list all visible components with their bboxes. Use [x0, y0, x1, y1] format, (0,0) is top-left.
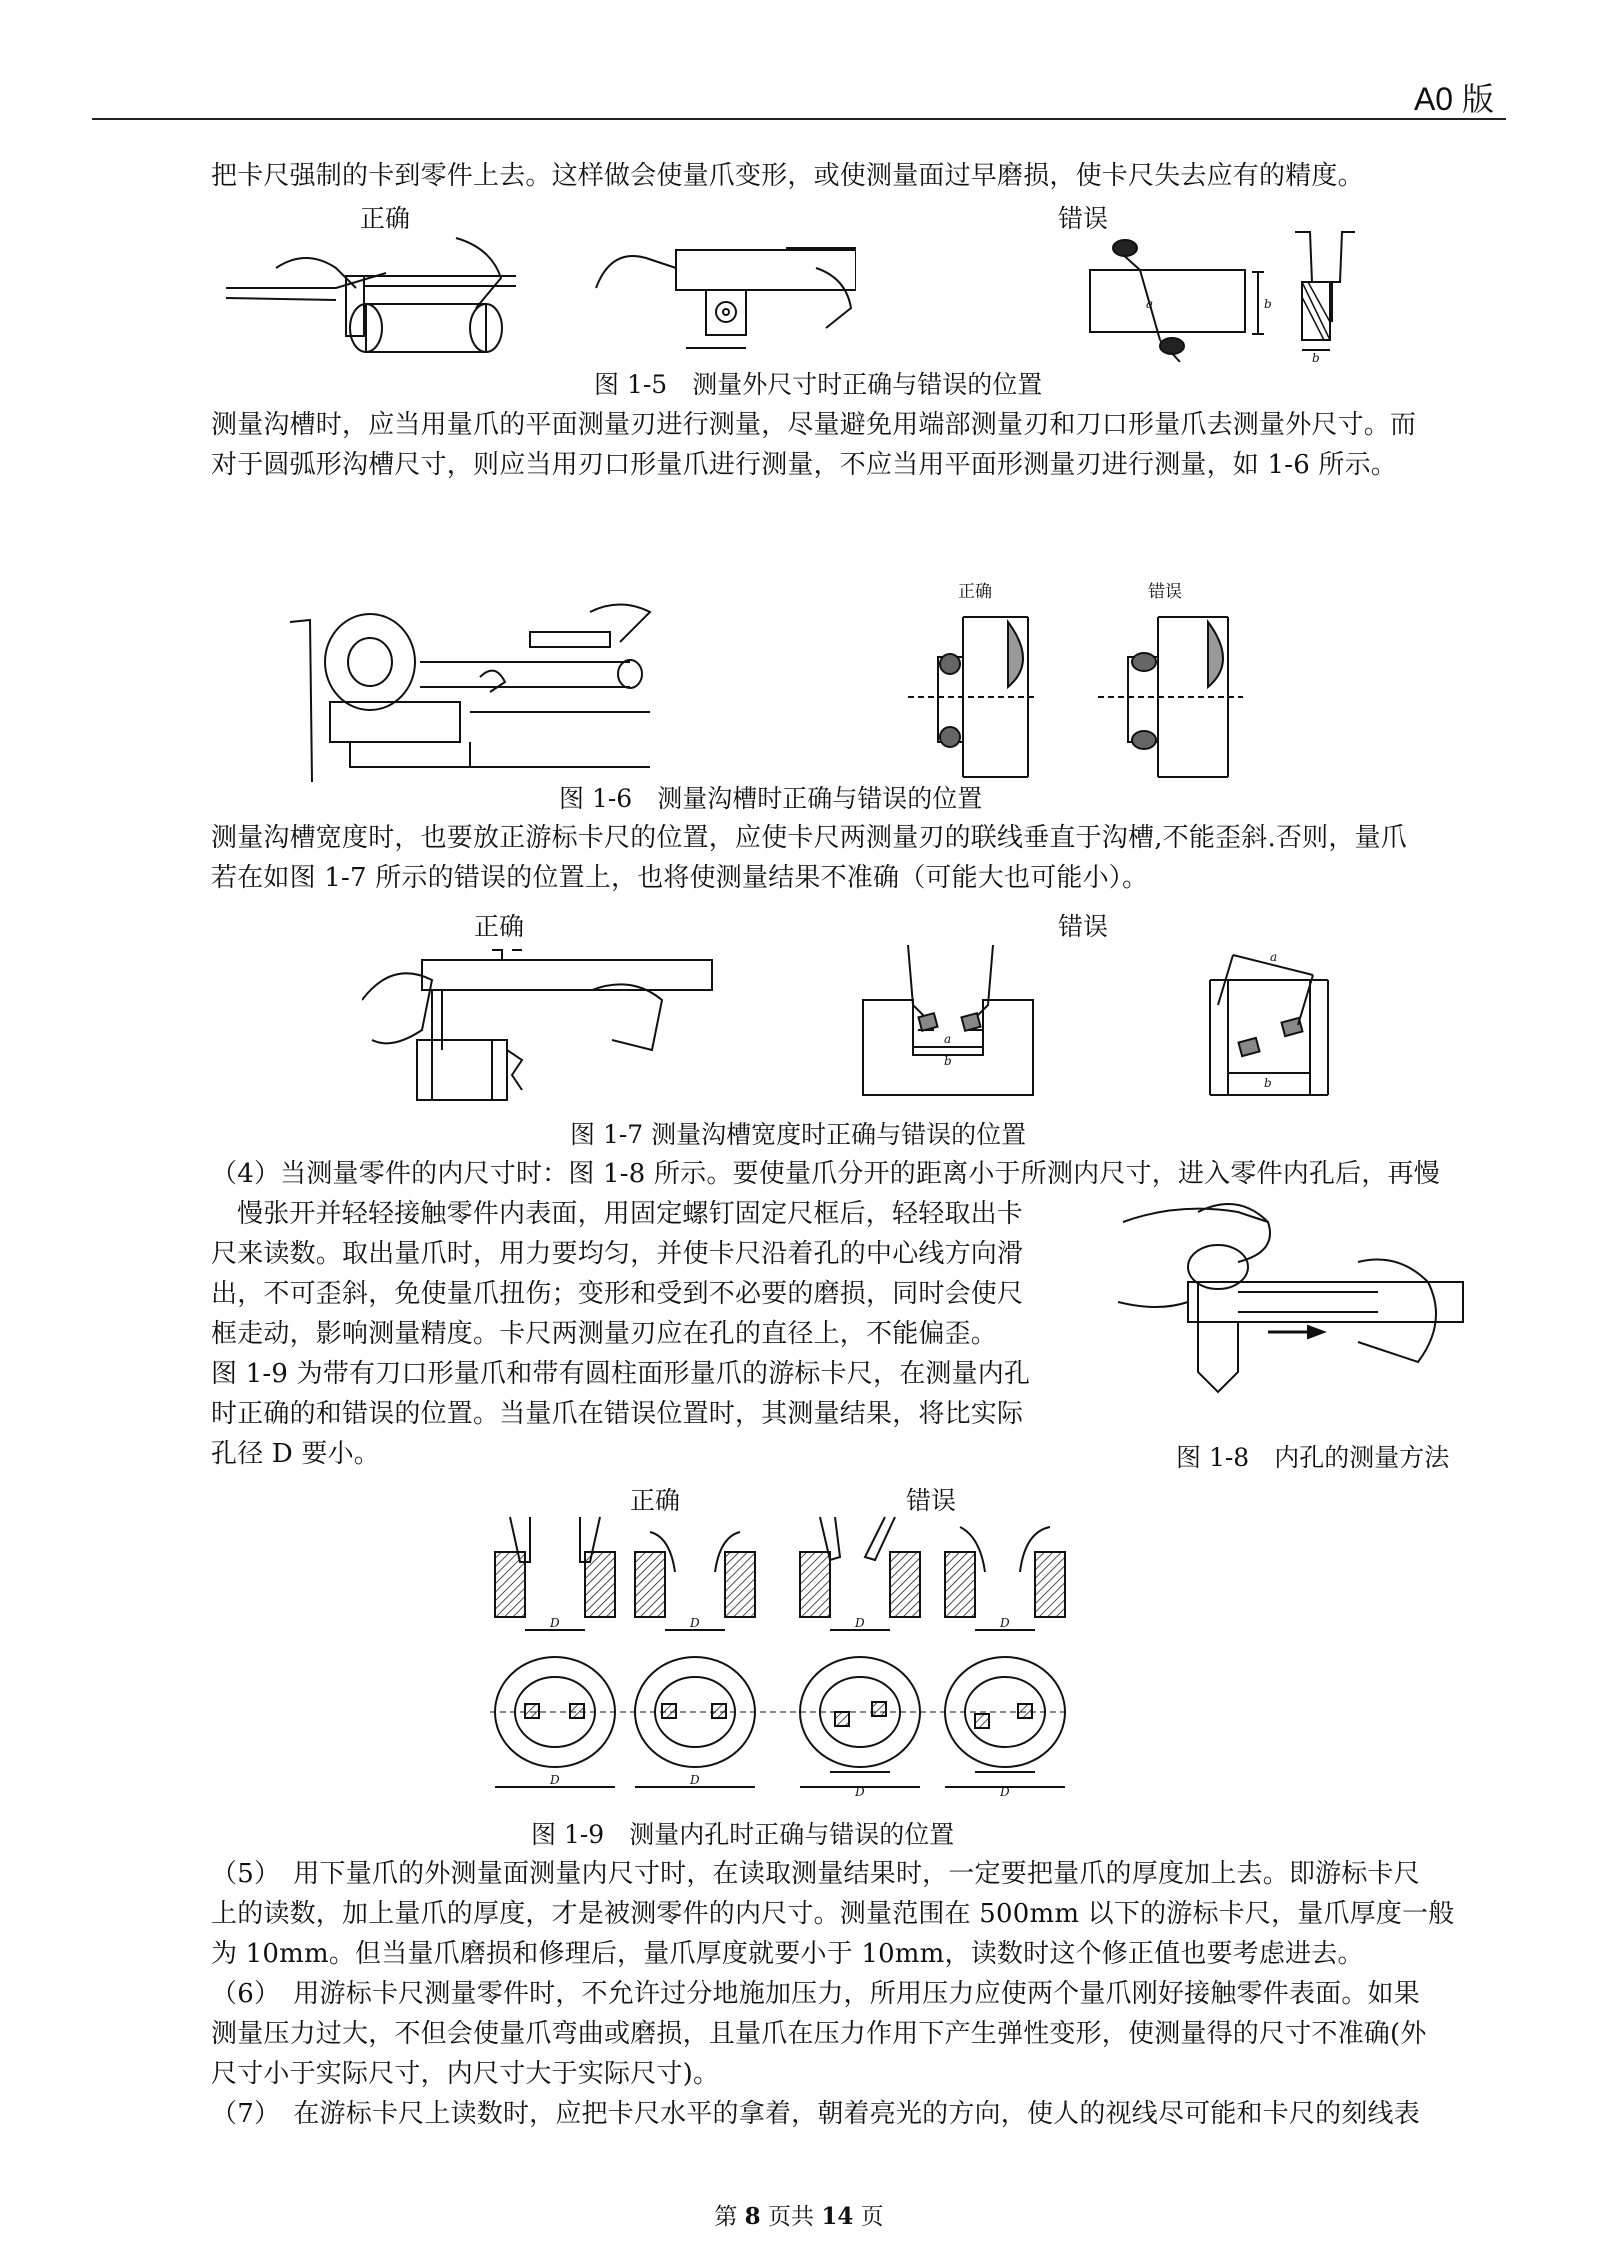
- paragraph-text: 时正确的和错误的位置。当量爪在错误位置时，其测量结果，将比实际: [211, 1399, 1024, 1429]
- paragraph-text: 为 10mm。但当量爪磨损和修理后，量爪厚度就要小于 10mm，读数时这个修正值也要考虑进去。: [211, 1939, 1364, 1969]
- paragraph-text: 框走动，影响测量精度。卡尺两测量刃应在孔的直径上，不能偏歪。: [211, 1319, 998, 1349]
- paragraph-text: 测量沟槽时，应当用量爪的平面测量刃进行测量，尽量避免用端部测量刃和刀口形量爪去测量外尺寸。而: [211, 410, 1417, 440]
- svg-text:D: D: [690, 1773, 700, 1787]
- footer-prefix: 第: [714, 2204, 745, 2230]
- fig1-7-correct-label: 正确: [474, 912, 525, 941]
- svg-text:D: D: [690, 1616, 700, 1630]
- svg-text:D: D: [550, 1616, 560, 1630]
- paragraph-text: 测量压力过大，不但会使量爪弯曲或磨损，且量爪在压力作用下产生弹性变形，使测量得的尺寸不准确(外: [211, 2019, 1427, 2049]
- fig1-9-diagram: [490, 1512, 1070, 1802]
- svg-text:D: D: [550, 1773, 560, 1787]
- fig1-6-groove-diagram: [908, 612, 1248, 782]
- fig1-8-illustration: [1118, 1192, 1468, 1432]
- fig1-7-correct-illustration: [362, 940, 722, 1110]
- fig1-5-correct-label: 正确: [360, 204, 411, 233]
- svg-text:b: b: [1264, 1076, 1272, 1090]
- paragraph-text: 上的读数，加上量爪的厚度，才是被测零件的内尺寸。测量范围在 500mm 以下的游标卡尺，量爪厚度一般: [211, 1899, 1455, 1929]
- svg-text:a: a: [1146, 297, 1154, 311]
- svg-text:D: D: [1000, 1616, 1010, 1630]
- paragraph-text: （4）当测量零件的内尺寸时：图 1-8 所示。要使量爪分开的距离小于所测内尺寸，进入零件内孔后，再慢: [211, 1159, 1440, 1189]
- header-rule: [92, 118, 1506, 120]
- paragraph-text: 图 1-9 为带有刀口形量爪和带有圆柱面形量爪的游标卡尺，在测量内孔: [211, 1359, 1031, 1389]
- fig1-7-wrong-label: 错误: [1058, 912, 1109, 941]
- svg-text:a: a: [1270, 950, 1278, 964]
- svg-text:b: b: [1264, 297, 1272, 311]
- paragraph-text: （6） 用游标卡尺测量零件时，不允许过分地施加压力，所用压力应使两个量爪刚好接触零件表面。如果: [211, 1979, 1420, 2009]
- svg-text:b: b: [944, 1054, 952, 1068]
- paragraph-text: 若在如图 1-7 所示的错误的位置上，也将使测量结果不准确（可能大也可能小）。: [211, 863, 1149, 893]
- footer-suffix: 页: [853, 2204, 884, 2230]
- paragraph-text: 对于圆弧形沟槽尺寸，则应当用刃口形量爪进行测量，不应当用平面形测量刃进行测量，如 1-6 所示。: [211, 450, 1397, 480]
- svg-text:a: a: [944, 1032, 952, 1046]
- paragraph-text: （7） 在游标卡尺上读数时，应把卡尺水平的拿着，朝着亮光的方向，使人的视线尽可能和卡尺的刻线表: [211, 2099, 1420, 2129]
- paragraph-text: 测量沟槽宽度时，也要放正游标卡尺的位置，应使卡尺两测量刃的联线垂直于沟槽,不能歪斜.否则，量爪: [211, 823, 1407, 853]
- paragraph-text: 把卡尺强制的卡到零件上去。这样做会使量爪变形，或使测量面过早磨损，使卡尺失去应有的精度。: [211, 161, 1364, 191]
- svg-text:D: D: [855, 1616, 865, 1630]
- fig1-6-wrong-label: 错误: [1148, 582, 1182, 602]
- paragraph-text: 尺来读数。取出量爪时，用力要均匀，并使卡尺沿着孔的中心线方向滑: [211, 1239, 1024, 1269]
- footer-page-number: 8: [744, 2203, 761, 2230]
- fig1-9-wrong-label: 错误: [906, 1486, 957, 1515]
- footer-middle: 页共: [760, 2204, 822, 2230]
- page-footer: [0, 2198, 1598, 2231]
- version-label: A0 版: [1413, 81, 1494, 117]
- fig1-6-caption: 图 1-6 测量沟槽时正确与错误的位置: [559, 784, 983, 813]
- fig1-7-wrong-diagram: [858, 935, 1368, 1105]
- paragraph-text: 慢张开并轻轻接触零件内表面，用固定螺钉固定尺框后，轻轻取出卡: [237, 1199, 1024, 1229]
- fig1-6-correct-label: 正确: [958, 582, 992, 602]
- fig1-5-wrong-diagram: [1080, 222, 1370, 362]
- fig1-9-correct-label: 正确: [630, 1486, 681, 1515]
- paragraph-text: 孔径 D 要小。: [211, 1439, 380, 1469]
- svg-text:D: D: [855, 1785, 865, 1799]
- footer-total-pages: 14: [821, 2203, 854, 2230]
- fig1-5-correct-illustration: [216, 228, 856, 368]
- paragraph-text: 尺寸小于实际尺寸，内尺寸大于实际尺寸)。: [211, 2059, 720, 2089]
- fig1-9-caption: 图 1-9 测量内孔时正确与错误的位置: [531, 1820, 955, 1849]
- paragraph-text: 出，不可歪斜，免使量爪扭伤；变形和受到不必要的磨损，同时会使尺: [211, 1279, 1024, 1309]
- fig1-5-caption: 图 1-5 测量外尺寸时正确与错误的位置: [594, 370, 1043, 399]
- paragraph-text: （5） 用下量爪的外测量面测量内尺寸时，在读取测量结果时，一定要把量爪的厚度加上去。即游标卡尺: [211, 1859, 1420, 1889]
- fig1-5-wrong-label: 错误: [1058, 204, 1109, 233]
- fig1-8-caption: 图 1-8 内孔的测量方法: [1176, 1443, 1450, 1472]
- svg-text:b: b: [1312, 351, 1320, 362]
- svg-text:D: D: [1000, 1785, 1010, 1799]
- fig1-7-caption: 图 1-7 测量沟槽宽度时正确与错误的位置: [570, 1120, 1027, 1149]
- fig1-6-lathe-illustration: [290, 592, 700, 782]
